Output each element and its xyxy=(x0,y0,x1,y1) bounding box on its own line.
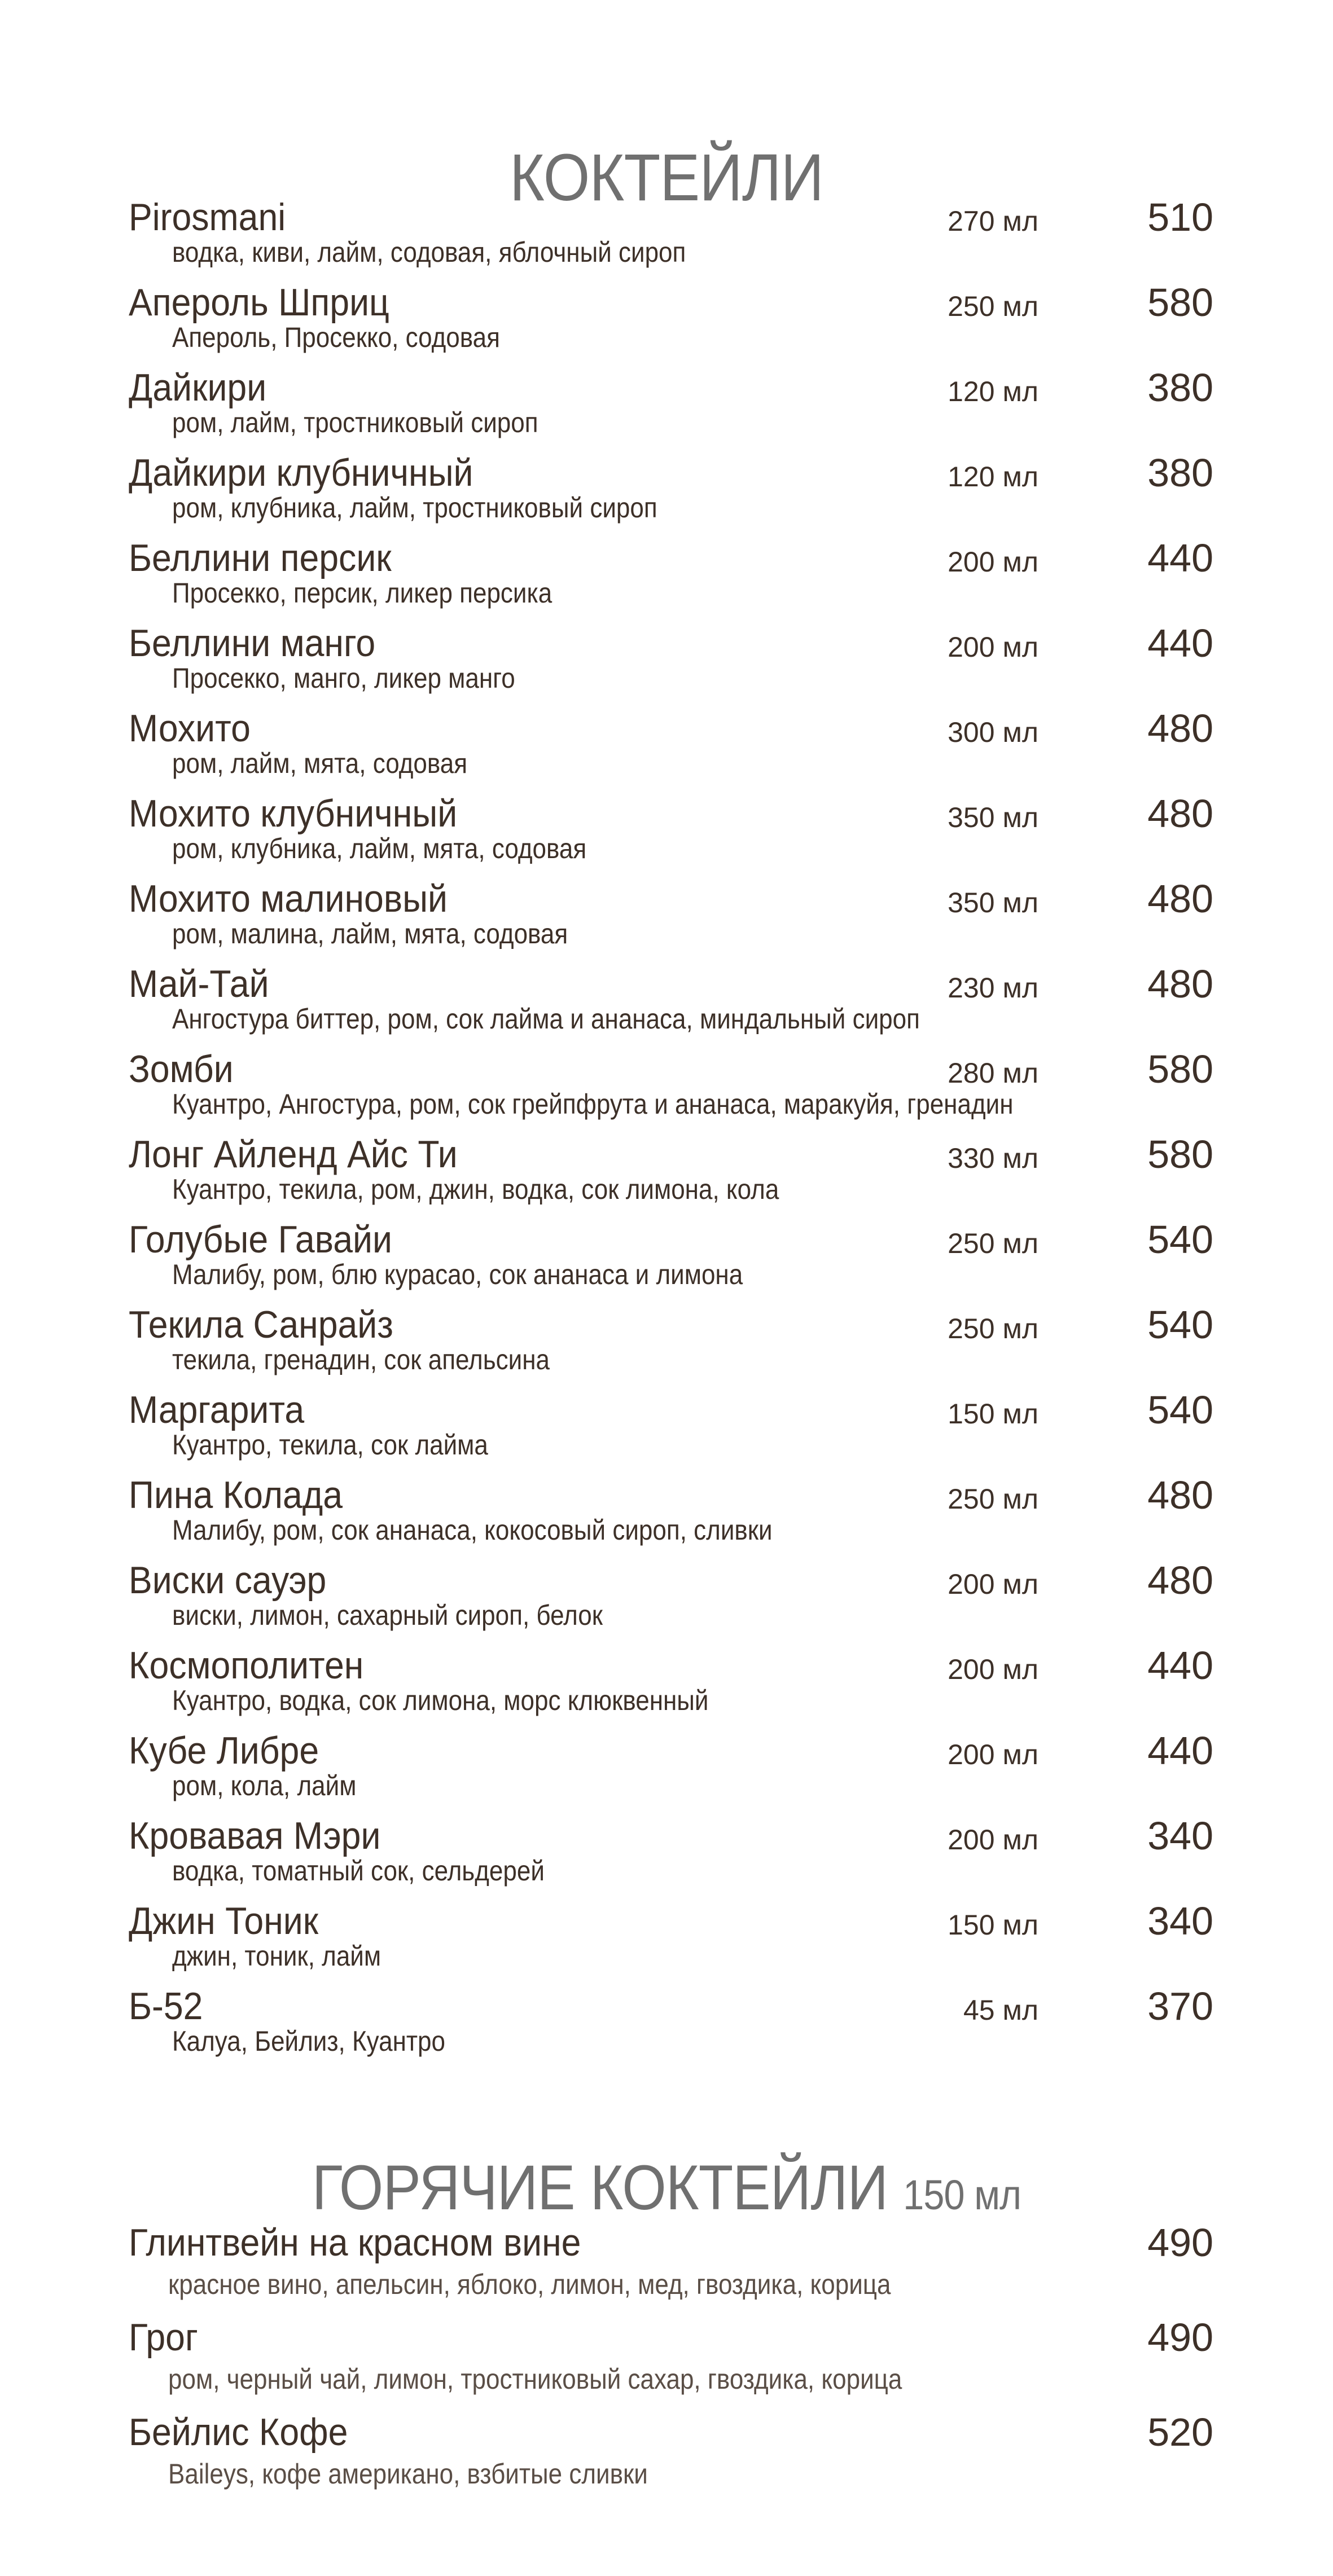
item-name: Май-Тай xyxy=(129,962,269,1005)
item-description: виски, лимон, сахарный сироп, белок xyxy=(172,1599,603,1631)
menu-item xyxy=(0,1984,1333,2069)
menu-item xyxy=(0,621,1333,706)
item-description: Просекко, персик, ликер персика xyxy=(172,577,553,609)
item-name: Маргарита xyxy=(129,1388,305,1431)
item-description: ром, черный чай, лимон, тростниковый сахар, гвоздика, корица xyxy=(168,2363,902,2395)
item-price: 580 xyxy=(1147,280,1213,324)
item-volume: 120 мл xyxy=(948,461,1038,493)
item-price: 540 xyxy=(1147,1388,1213,1432)
item-volume: 250 мл xyxy=(948,1313,1038,1344)
item-name: Космополитен xyxy=(129,1644,364,1687)
item-name: Пина Колада xyxy=(129,1474,343,1516)
item-price: 480 xyxy=(1147,1558,1213,1602)
item-price: 540 xyxy=(1147,1303,1213,1347)
item-description: Просекко, манго, ликер манго xyxy=(172,662,515,694)
item-price: 580 xyxy=(1147,1132,1213,1176)
menu-item xyxy=(0,1728,1333,1813)
item-name: Глинтвейн на красном вине xyxy=(129,2221,581,2264)
item-description: ром, клубника, лайм, мята, содовая xyxy=(172,833,587,864)
item-description: ром, малина, лайм, мята, содовая xyxy=(172,918,568,949)
item-name: Дайкири клубничный xyxy=(129,451,473,494)
item-description: Куантро, Ангостура, ром, сок грейпфрута и ананаса, маракуйя, гренадин xyxy=(172,1088,1014,1120)
section-title-cocktails: КОКТЕЙЛИ xyxy=(509,140,824,216)
item-name: Беллини манго xyxy=(129,622,376,665)
item-name: Кровавая Мэри xyxy=(129,1814,381,1857)
item-price: 580 xyxy=(1147,1047,1213,1091)
menu-item xyxy=(0,876,1333,961)
item-volume: 45 мл xyxy=(963,1994,1038,2026)
item-volume: 300 мл xyxy=(948,716,1038,748)
item-volume: 280 мл xyxy=(948,1057,1038,1089)
item-description: Куантро, текила, сок лайма xyxy=(172,1429,488,1461)
item-volume: 250 мл xyxy=(948,1228,1038,1259)
item-description: ром, лайм, тростниковый сироп xyxy=(172,407,538,438)
item-name: Грог xyxy=(129,2316,198,2359)
item-price: 480 xyxy=(1147,706,1213,750)
item-price: 440 xyxy=(1147,621,1213,665)
item-name: Беллини персик xyxy=(129,537,392,579)
menu-item xyxy=(0,1558,1333,1643)
item-description: красное вино, апельсин, яблоко, лимон, мед, гвоздика, корица xyxy=(168,2269,891,2300)
item-volume: 350 мл xyxy=(948,802,1038,833)
menu-item xyxy=(0,706,1333,791)
menu-item xyxy=(0,1302,1333,1387)
item-description: Малибу, ром, блю курасао, сок ананаса и лимона xyxy=(172,1259,743,1290)
menu-item xyxy=(0,1472,1333,1558)
menu-item xyxy=(0,1387,1333,1472)
item-description: ром, лайм, мята, содовая xyxy=(172,748,468,779)
item-name: Апероль Шприц xyxy=(129,281,389,324)
item-name: Дайкири xyxy=(129,366,267,409)
item-description: Baileys, кофе американо, взбитые сливки xyxy=(168,2458,648,2490)
item-price: 490 xyxy=(1147,2315,1213,2359)
item-volume: 200 мл xyxy=(948,1568,1038,1600)
item-name: Текила Санрайз xyxy=(129,1303,393,1346)
item-name: Виски сауэр xyxy=(129,1559,327,1602)
menu-item xyxy=(0,1132,1333,1217)
item-price: 340 xyxy=(1147,1899,1213,1943)
item-name: Бейлис Кофе xyxy=(129,2411,348,2454)
item-price: 440 xyxy=(1147,1643,1213,1687)
item-description: Малибу, ром, сок ананаса, кокосовый сироп, сливки xyxy=(172,1514,773,1546)
item-description: джин, тоник, лайм xyxy=(172,1940,382,1972)
item-description: текила, гренадин, сок апельсина xyxy=(172,1344,550,1375)
item-price: 480 xyxy=(1147,792,1213,836)
item-description: Апероль, Просекко, содовая xyxy=(172,322,500,353)
item-name: Лонг Айленд Айс Ти xyxy=(129,1133,458,1176)
item-volume: 250 мл xyxy=(948,1483,1038,1515)
item-name: Pirosmani xyxy=(129,196,286,239)
item-price: 480 xyxy=(1147,1473,1213,1517)
item-price: 480 xyxy=(1147,962,1213,1006)
menu-item xyxy=(0,2220,1333,2315)
menu-item xyxy=(0,1643,1333,1728)
item-description: водка, киви, лайм, содовая, яблочный сироп xyxy=(172,236,686,268)
section-title-hot-cocktails xyxy=(67,2151,1266,2224)
item-volume: 200 мл xyxy=(948,546,1038,578)
item-volume: 250 мл xyxy=(948,291,1038,322)
item-description: Куантро, водка, сок лимона, морс клюквенный xyxy=(172,1685,709,1716)
menu-item xyxy=(0,1217,1333,1302)
item-name: Мохито клубничный xyxy=(129,792,458,835)
menu-item xyxy=(0,450,1333,535)
item-price: 440 xyxy=(1147,536,1213,580)
menu-item xyxy=(0,1047,1333,1132)
item-volume: 150 мл xyxy=(948,1398,1038,1430)
item-description: Куантро, текила, ром, джин, водка, сок лимона, кола xyxy=(172,1173,779,1205)
item-price: 540 xyxy=(1147,1217,1213,1261)
section-title-text: ГОРЯЧИЕ КОКТЕЙЛИ xyxy=(312,2152,888,2223)
item-volume: 150 мл xyxy=(948,1909,1038,1941)
item-name: Голубые Гавайи xyxy=(129,1218,392,1261)
item-name: Кубе Либре xyxy=(129,1729,319,1772)
item-volume: 200 мл xyxy=(948,1739,1038,1770)
menu-item xyxy=(0,280,1333,365)
item-price: 340 xyxy=(1147,1814,1213,1858)
item-volume: 350 мл xyxy=(948,887,1038,918)
item-price: 440 xyxy=(1147,1729,1213,1773)
menu-item xyxy=(0,1898,1333,1984)
item-description: водка, томатный сок, сельдерей xyxy=(172,1855,545,1887)
item-volume: 200 мл xyxy=(948,1824,1038,1856)
hot-cocktail-list xyxy=(0,2220,1333,2504)
item-price: 490 xyxy=(1147,2221,1213,2265)
item-volume: 270 мл xyxy=(948,205,1038,237)
menu-item xyxy=(0,2315,1333,2410)
item-price: 380 xyxy=(1147,366,1213,410)
menu-item xyxy=(0,365,1333,450)
section-title-volume: 150 мл xyxy=(903,2171,1021,2218)
menu-item xyxy=(0,195,1333,280)
menu-item xyxy=(0,535,1333,621)
item-name: Мохито xyxy=(129,707,251,750)
menu-item xyxy=(0,2410,1333,2504)
item-volume: 230 мл xyxy=(948,972,1038,1004)
item-price: 510 xyxy=(1147,195,1213,239)
item-volume: 200 мл xyxy=(948,631,1038,663)
item-price: 380 xyxy=(1147,451,1213,495)
item-name: Зомби xyxy=(129,1048,234,1091)
item-name: Мохито малиновый xyxy=(129,877,448,920)
item-description: Калуа, Бейлиз, Куантро xyxy=(172,2025,445,2057)
item-description: ром, кола, лайм xyxy=(172,1770,357,1801)
item-price: 480 xyxy=(1147,877,1213,921)
menu-item xyxy=(0,791,1333,876)
menu-item xyxy=(0,1813,1333,1898)
item-description: Ангостура биттер, ром, сок лайма и ананаса, миндальный сироп xyxy=(172,1003,920,1035)
item-name: Б-52 xyxy=(129,1985,203,2028)
item-volume: 120 мл xyxy=(948,376,1038,407)
item-price: 520 xyxy=(1147,2410,1213,2454)
item-volume: 330 мл xyxy=(948,1142,1038,1174)
cocktail-list xyxy=(0,195,1333,2069)
item-volume: 200 мл xyxy=(948,1654,1038,1685)
menu-item xyxy=(0,961,1333,1047)
item-name: Джин Тоник xyxy=(129,1900,319,1942)
item-description: ром, клубника, лайм, тростниковый сироп xyxy=(172,492,657,524)
item-price: 370 xyxy=(1147,1984,1213,2028)
